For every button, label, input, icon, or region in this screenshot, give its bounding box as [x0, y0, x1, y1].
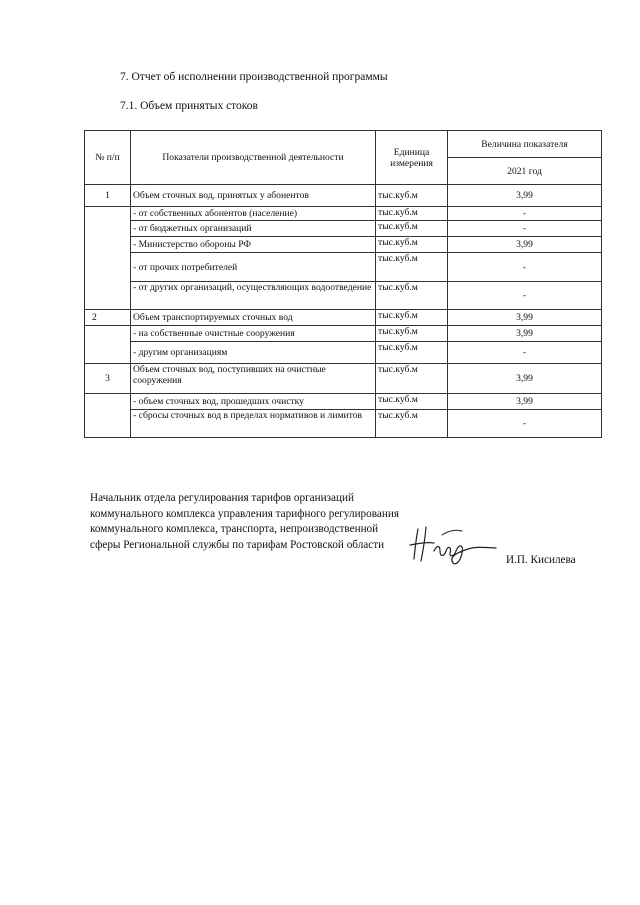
header-value-group: Величина показателя — [448, 131, 602, 158]
row-num — [85, 394, 131, 438]
row-num — [85, 326, 131, 364]
row-indicator: - от прочих потребителей — [131, 253, 376, 282]
table-row — [85, 185, 602, 207]
row-value: 3,99 — [448, 310, 602, 326]
row-unit: тыс.куб.м — [376, 253, 448, 282]
row-indicator: Объем сточных вод, принятых у абонентов — [131, 185, 376, 207]
row-indicator: - на собственные очистные сооружения — [131, 326, 376, 342]
row-unit: тыс.куб.м — [376, 237, 448, 253]
signature-position: Начальник отдела регулирования тарифов организаций коммунального комплекса управления тарифного регулирования коммунального комплекса, транспорта, непроизводственной сферы Региональной службы по тарифам Ростовской области — [90, 492, 399, 551]
row-value: 3,99 — [448, 185, 602, 207]
table-row — [85, 410, 602, 438]
row-unit: тыс.куб.м — [376, 282, 448, 310]
header-indicator: Показатели производственной деятельности — [131, 131, 376, 185]
row-unit: тыс.куб.м — [376, 185, 448, 207]
table-row — [85, 342, 602, 364]
row-num — [85, 207, 131, 310]
handwritten-signature — [404, 521, 504, 571]
row-unit: тыс.куб.м — [376, 410, 448, 438]
row-indicator: - от бюджетных организаций — [131, 221, 376, 237]
row-unit: тыс.куб.м — [376, 221, 448, 237]
row-indicator: - другим организациям — [131, 342, 376, 364]
row-unit: тыс.куб.м — [376, 342, 448, 364]
row-value: 3,99 — [448, 394, 602, 410]
table-row — [85, 221, 602, 237]
row-indicator: - сбросы сточных вод в пределах нормативов и лимитов — [131, 410, 376, 438]
row-value: 3,99 — [448, 237, 602, 253]
row-indicator: - объем сточных вод, прошедших очистку — [131, 394, 376, 410]
row-indicator: - от других организаций, осуществляющих водоотведение — [131, 282, 376, 310]
table-row — [85, 364, 602, 394]
row-unit: тыс.куб.м — [376, 364, 448, 394]
table-row — [85, 282, 602, 310]
table-row — [85, 326, 602, 342]
row-num: 3 — [85, 364, 131, 394]
row-unit: тыс.куб.м — [376, 326, 448, 342]
table-row — [85, 394, 602, 410]
row-value: - — [448, 207, 602, 221]
row-unit: тыс.куб.м — [376, 207, 448, 221]
table-row — [85, 207, 602, 221]
row-indicator: Объем сточных вод, поступивших на очистные сооружения — [131, 364, 376, 394]
row-num: 1 — [85, 185, 131, 207]
header-year: 2021 год — [448, 158, 602, 185]
row-unit: тыс.куб.м — [376, 394, 448, 410]
row-value: 3,99 — [448, 326, 602, 342]
header-num: № п/п — [85, 131, 131, 185]
table-row — [85, 310, 602, 326]
row-indicator: - Министерство обороны РФ — [131, 237, 376, 253]
row-value: - — [448, 342, 602, 364]
signatory-name: И.П. Кисилева — [506, 554, 576, 566]
row-unit: тыс.куб.м — [376, 310, 448, 326]
row-value: 3,99 — [448, 364, 602, 394]
row-value: - — [448, 282, 602, 310]
row-num: 2 — [85, 310, 131, 326]
row-value: - — [448, 221, 602, 237]
table-row — [85, 237, 602, 253]
subsection-title: 7.1. Объем принятых стоков — [120, 100, 258, 112]
row-value: - — [448, 253, 602, 282]
header-unit: Единица измерения — [376, 131, 448, 185]
section-title: 7. Отчет об исполнении производственной программы — [120, 71, 388, 83]
row-indicator: Объем транспортируемых сточных вод — [131, 310, 376, 326]
row-value: - — [448, 410, 602, 438]
row-indicator: - от собственных абонентов (население) — [131, 207, 376, 221]
report-table — [84, 130, 602, 438]
table-row — [85, 253, 602, 282]
